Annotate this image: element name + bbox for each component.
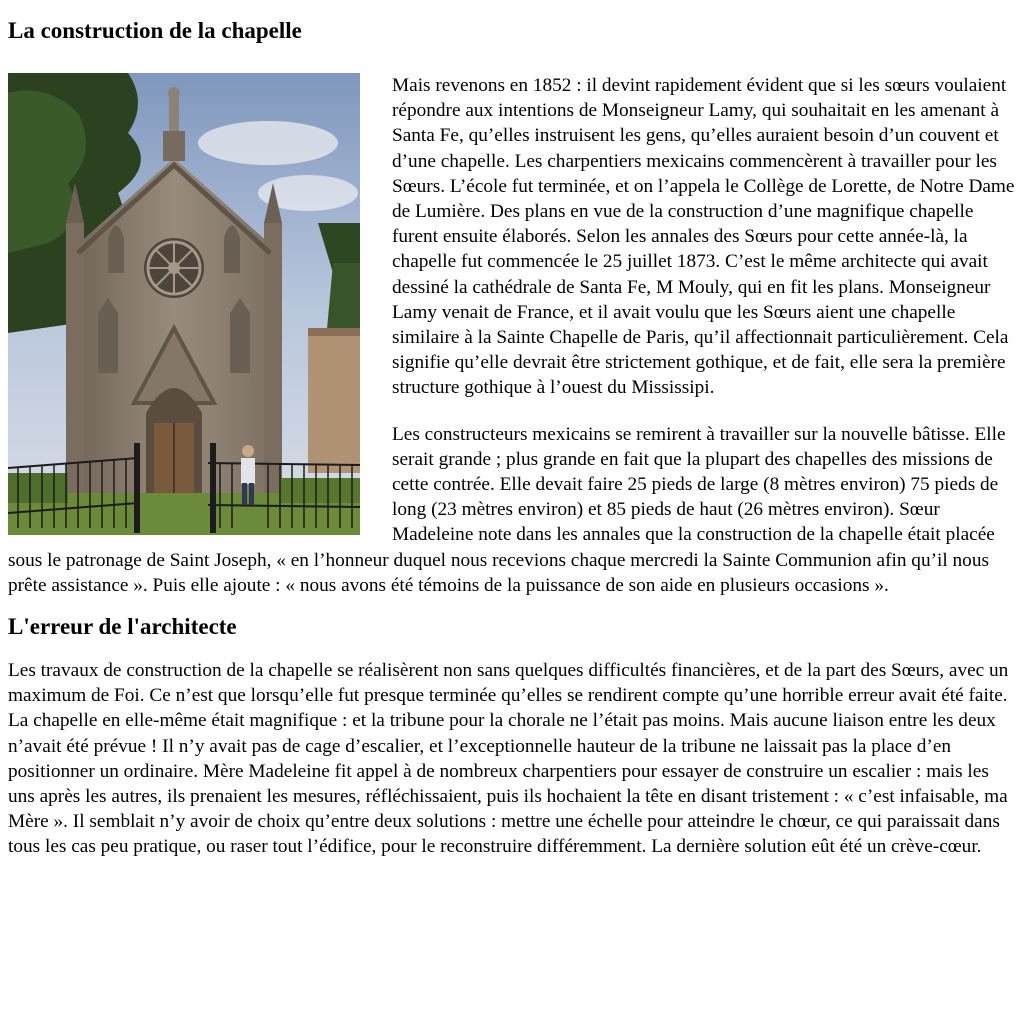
paragraph-construction-1: Mais revenons en 1852 : il devint rapidement évident que si les sœurs voulaient répondre aux intentions de Monseigneur Lamy, qui souhaitait en les amenant à Santa Fe, qu’elles instruisent les gens, qu’elles auraient besoin d’un couvent et d’une chapelle. Les charpentiers mexicains commencèrent à travailler pour les Sœurs. L’école fut terminée, et on l’appela le Collège de Lorette, de Notre Dame de Lumière. Des plans en vue de la construction d’une magnifique chapelle furent ensuite élaborés. Selon les annales des Sœurs pour cette année-là, la chapelle fut commencée le 25 juillet 1873. C’est le même architecte qui avait dessiné la cathédrale de Santa Fe, M Mouly, qui en fit les plans. Monseigneur Lamy venait de France, et il avait voulu que les Sœurs aient une chapelle similaire à la Sainte Chapelle de Paris, qu’il affectionnait particulièrement. Cela signifie qu’elle devrait être strictement gothique, et de fait, elle sera la première structure gothique à l’ouest du Mississipi. bbox=[392, 75, 1015, 399]
section-title-construction: La construction de la chapelle bbox=[8, 18, 302, 43]
paragraph-construction-2: Les constructeurs mexicains se remirent à travailler sur la nouvelle bâtisse. Elle serait grande ; plus grande en fait que la plupart des chapelles des missions de cette contrée. Elle devait faire 25 pieds de large (8 mètres environ) 75 pieds de long (23 mètres environ) et 85 pieds de haut (26 mètres environ). Sœur Madeleine note dans les annales que la construction de la chapelle était placée sous le patronage de Saint Joseph, « en l’honneur duquel nous recevions chaque mercredi la Sainte Communion afin qu’il nous prête assistance ». Puis elle ajoute : « nous avons été témoins de la puissance de son aide en plusieurs occasions ». bbox=[8, 423, 1006, 596]
section-title-architect-error: L'erreur de l'architecte bbox=[8, 614, 237, 640]
paragraph-architect-error: Les travaux de construction de la chapelle se réalisèrent non sans quelques difficultés financières, et de la part des Sœurs, avec un maximum de Foi. Ce n’est que lorsqu’elle fut presque terminée qu’elles se rendirent compte qu’une horrible erreur avait été faite. La chapelle en elle-même était magnifique : et la tribune pour la chorale ne l’était pas moins. Mais aucune liaison entre les deux n’avait été prévue ! Il n’y avait pas de cage d’escalier, et l’exceptionnelle hauteur de la tribune ne laissait pas la place d’en positionner un ordinaire. Mère Madeleine fit appel à de nombreux charpentiers pour essayer de construire un escalier : mais les uns après les autres, ils prenaient les mesures, réfléchissaient, puis ils hochaient la tête en disant tristement : « c’est infaisable, ma Mère ». Il semblait n’y avoir de choix qu’entre deux solutions : mettre une échelle pour atteindre le chœur, ce qui paraissait dans tous les cas peu pratique, ou raser tout l’édifice, pour le reconstruire différemment. La dernière solution eût été un crève-cœur. bbox=[8, 660, 1009, 858]
chapel-photo-image bbox=[8, 73, 360, 535]
chapel-photo bbox=[8, 73, 360, 535]
section-construction bbox=[8, 73, 1016, 598]
